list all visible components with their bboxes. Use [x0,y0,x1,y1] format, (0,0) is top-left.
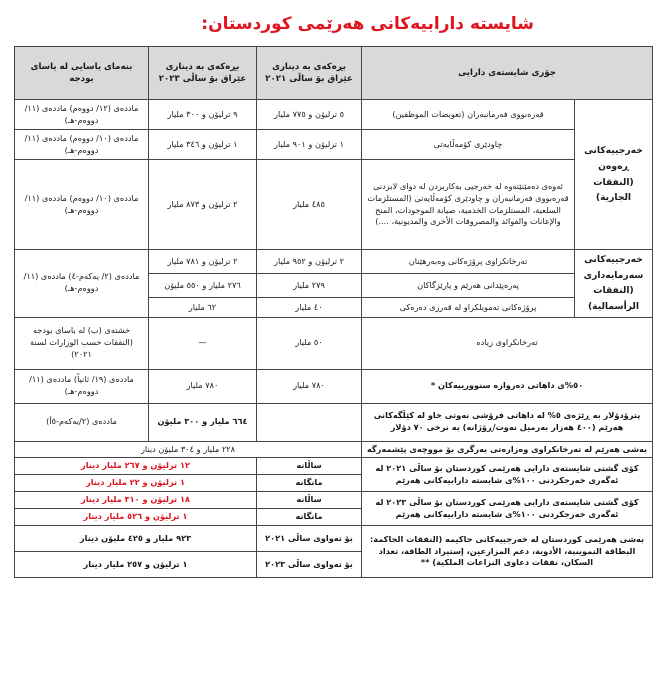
row-item: تەرخانکراوی زیادە [362,317,653,369]
period-label: بۆ تەواوی ساڵی ٢٠٢١ [257,526,362,552]
row-item: پەرەپێدانی هەرێم و پارێزگاکان [362,274,575,298]
table-row [15,130,653,160]
row-item: ئەوەی دەمێنێتەوە لە خەرجیی بەکاربردن لە دوای لابردنی قەرەبووی فەرمانبەران و چاودێری کۆمەڵایەتی (المستلزمات السلعية، المستلزمات الخدمية، صيانة الموجودات، المنح والإعانات والفوائد والمصروفات الأخرى والمديونية، ....) [362,160,575,250]
row-amount-2023: ٢ ترلیۆن و ٧٨١ ملیار [149,250,257,274]
period-label: مانگانە [257,509,362,526]
sovereign-label: بەشی هەرێمی کوردستان لە خەرجییەکانی حاکیمە (النفقات الحاكمة: البطاقة التموينية، الأدوية، دعم المزارعين، إستيراد الطاقة، تعداد السكان، نفقات دعاوى النزاعات الملكية) ** [362,526,653,578]
row-item: تەرخانکراوی پرۆژەکانی وەبەرهێنان [362,250,575,274]
row-legal-basis: ماددەی (١٢/ دووەم) ماددەی (١١/ دووەم-هـ) [15,100,149,130]
row-amount-2021: ٤٨٥ ملیار [257,160,362,250]
row-amount-2021: ٤٠ ملیار [257,298,362,317]
sovereign-value: ٩٢٣ ملیار و ٤٢٥ ملیۆن دینار [15,526,257,552]
row-amount-2023: ٦٦٤ ملیار و ٣٠٠ ملیۆن [149,403,257,441]
table-row [15,160,653,250]
row-amount-2023: ٦٢ ملیار [149,298,257,317]
period-label: ساڵانە [257,492,362,509]
row-legal-basis: ماددەی (١٩/ ثانياً) ماددەی (١١/ دووەم-هـ) [15,369,149,403]
sovereign-2021-row [15,526,653,552]
row-amount-2021 [257,403,362,441]
header-amount-2023: بڕەکەی بە دیناری عێراق بۆ ساڵی ٢٠٢٣ [149,47,257,100]
total-value: ١٢ ترلیۆن و ٢٦٧ ملیار دینار [15,458,257,475]
table-row [15,369,653,403]
total-2021-label: کۆی گشتی شایستەی دارایی هەرێمی کوردستان بۆ ساڵی ٢٠٢١ لە ئەگەری خەرجکردنی ١٠٠%ی شایستە دارابیەکانی هەرێم [362,458,653,492]
row-amount-2023: ١ ترلیۆن و ٣٤٦ ملیار [149,130,257,160]
category-capital: خەرجییەکانی سەرمایەداری (النفقات الرأسمالية) [575,250,653,318]
header-legal-basis: بنەمای یاسایی لە یاسای بودجە [15,47,149,100]
row-amount-2021: ٢ ترلیۆن و ٩٥٢ ملیار [257,250,362,274]
total-value: ١ ترلیۆن و ٢٢ ملیار دینار [15,475,257,492]
row-amount-2023: ٢ ترلیۆن و ٨٧٣ ملیار [149,160,257,250]
row-amount-2021: ٥٠ ملیار [257,317,362,369]
peshmerga-row [15,441,653,458]
period-label: بۆ تەواوی ساڵی ٢٠٢٣ [257,552,362,578]
table-row [15,317,653,369]
row-item: قەرەبووی فەرمانبەران (تعويضات الموظفين) [362,100,575,130]
category-current: خەرجییەکانی ڕەوەن (النفقات الجارية) [575,100,653,250]
sovereign-value: ١ ترلیۆن و ٢٥٧ ملیار دینار [15,552,257,578]
header-row [15,47,653,100]
row-item: پرۆژەکانی تەمویلکراو لە قەرزی دەرەکی [362,298,575,317]
row-amount-2021: ٥ ترلیۆن و ٧٧٥ ملیار [257,100,362,130]
peshmerga-label: بەشی هەرێم لە تەرخانکراوی وەزارەتی بەرگری بۆ مووچەی پێشمەرگە [362,441,653,458]
row-amount-2023: ٧٨٠ ملیار [149,369,257,403]
row-amount-2023: ٢٧٦ ملیار و ٥٥٠ ملیۆن [149,274,257,298]
row-item: ٥٠%ی داهاتی دەروازە سنوورییەکان * [362,369,653,403]
row-legal-basis: ماددەی (٢/ یەکەم-٤) ماددەی (١١/ دووەم-هـ) [15,250,149,318]
peshmerga-value: ٢٢٨ ملیار و ٣٠٤ ملیۆن دینار [15,441,362,458]
row-legal-basis: ماددەی (٢/یەکەم-٥أ) [15,403,149,441]
total-2023-label: کۆی گشتی شایستەی دارایی هەرێمی کوردستان بۆ ساڵی ٢٠٢٣ لە ئەگەری خەرجکردنی ١٠٠%ی شایستە دارابیەکانی هەرێم [362,492,653,526]
header-type: جۆری شایستەی دارایی [362,47,653,100]
total-2023-annual-row [15,492,653,509]
document-title: شایستە دارابیەکانی هەرێمی کوردستان: [201,14,534,34]
row-item: پترۆدۆلار بە ڕێژەی ٥% لە داهاتی فرۆشی نەوتی خاو لە کێڵگەکانی هەرێم (٤٠٠ هەزار بەرمیل نەوت/ڕۆژانە) بە نرخی ٧٠ دۆلار [362,403,653,441]
row-legal-basis: ماددەی (١٠/ دووەم) ماددەی (١١/ دووەم-هـ) [15,160,149,250]
row-amount-2021: ٧٨٠ ملیار [257,369,362,403]
row-item: چاودێری کۆمەڵایەتی [362,130,575,160]
financial-entitlements-table [14,46,653,578]
row-amount-2021: ١ ترلیۆن و ٩٠١ ملیار [257,130,362,160]
period-label: ساڵانە [257,458,362,475]
total-2021-annual-row [15,458,653,475]
row-legal-basis: ماددەی (١٠/ دووەم) ماددەی (١١/ دووەم-هـ) [15,130,149,160]
total-value: ١٨ ترلیۆن و ٣١٠ ملیار دینار [15,492,257,509]
period-label: مانگانە [257,475,362,492]
row-amount-2021: ٢٧٩ ملیار [257,274,362,298]
row-amount-2023: ٩ ترلیۆن و ٣٠٠ ملیار [149,100,257,130]
header-amount-2021: بڕەکەی بە دیناری عێراق بۆ ساڵی ٢٠٢١ [257,47,362,100]
row-amount-2023: — [149,317,257,369]
total-value: ١ ترلیۆن و ٥٢٦ ملیار دینار [15,509,257,526]
table-row [15,100,653,130]
table-row [15,250,653,274]
row-legal-basis: خشتەی (ب) لە یاسای بودجە (النفقات حسب الوزارات لسنة ٢٠٢١) [15,317,149,369]
table-row [15,403,653,441]
